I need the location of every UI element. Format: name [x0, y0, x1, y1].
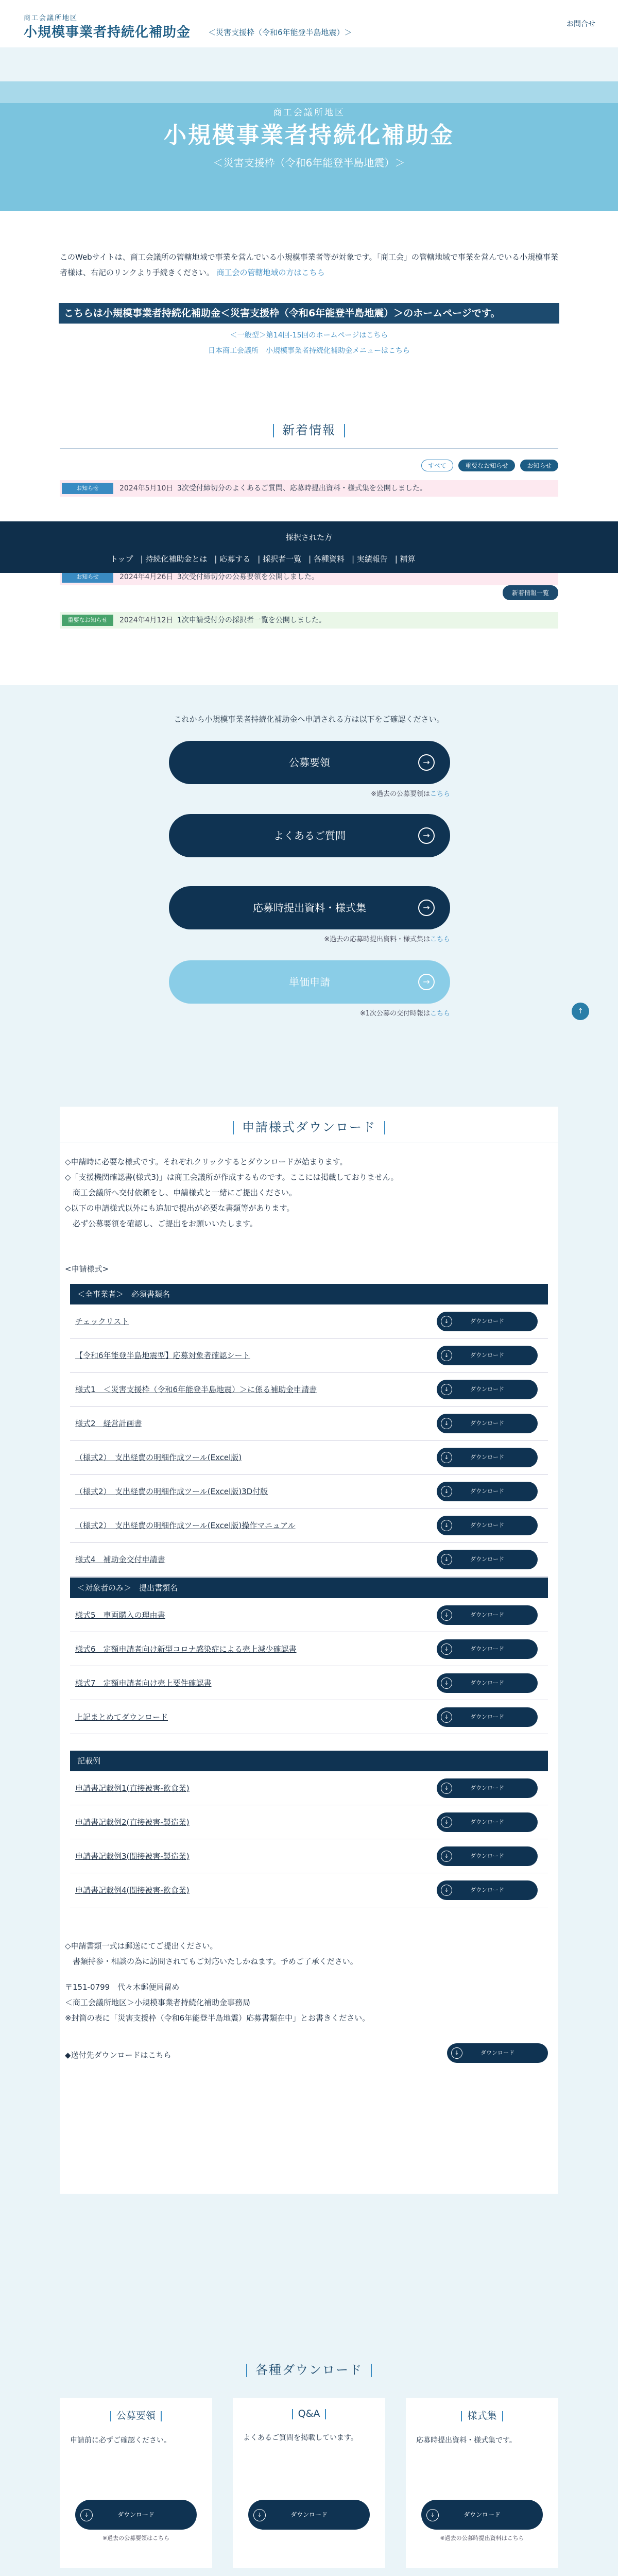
address-download-label: ◆送付先ダウンロードはこちら — [65, 2050, 171, 2060]
button-label: ダウンロード — [480, 2049, 514, 2056]
table-row[interactable] — [70, 1598, 548, 1632]
file-name: 申請書記載例3(間接被害-製造業) — [75, 1852, 190, 1861]
download-button[interactable] — [437, 1605, 538, 1625]
card-download-button[interactable] — [421, 2500, 543, 2530]
download-icon: ↓ — [441, 1520, 452, 1531]
download-icon: ↓ — [441, 1350, 452, 1361]
table-row[interactable] — [70, 1440, 548, 1475]
file-name: 【令和6年能登半島地震型】応募対象者確認シート — [75, 1351, 250, 1360]
button-label: ダウンロード — [290, 2511, 328, 2518]
forms-button[interactable] — [169, 886, 450, 929]
mailing-info — [65, 1938, 370, 2026]
card-title: 様式集 — [416, 2408, 548, 2422]
mailing-text: ◇申請書類一式は郵送にてご提出ください。 — [65, 1941, 218, 1951]
card-note[interactable]: ※過去の公募要領はこちら — [102, 2535, 170, 2541]
site-title[interactable]: 小規模事業者持続化補助金 — [24, 25, 191, 40]
news-text: 3次受付締切分のよくあるご質問、応募時提出資料・様式集を公開しました。 — [177, 484, 427, 493]
button-label: ダウンロード — [470, 1887, 504, 1893]
past-guidelines-note — [0, 788, 450, 798]
first-round-link[interactable]: こちら — [430, 1010, 450, 1018]
download-icon: ↓ — [426, 2509, 439, 2521]
button-label: ダウンロード — [470, 1785, 504, 1791]
news-text: 3次受付締切分の公募要領を公開しました。 — [177, 573, 319, 581]
faq-button[interactable] — [169, 814, 450, 857]
tag-important[interactable]: 重要なお知らせ — [458, 460, 515, 471]
address-download-button[interactable] — [447, 2043, 548, 2063]
gnav-report[interactable]: 実績報告 — [356, 554, 388, 564]
news-more-button[interactable]: 新着情報一覧 — [503, 585, 558, 600]
gnav-apply[interactable]: 応募する — [219, 554, 251, 564]
download-panel — [60, 1107, 558, 2194]
download-button[interactable] — [437, 1673, 538, 1693]
download-button[interactable] — [437, 1482, 538, 1501]
group-required: ＜全事業者＞ 必須書類名 — [70, 1284, 548, 1304]
table-row[interactable] — [70, 1475, 548, 1509]
note-text: ※過去の応募時提出資料・様式集は — [324, 936, 430, 943]
intro-body: このWebサイトは、商工会議所の管轄地域で事業を営んでいる小規模事業者等が対象です。「商工会」の管轄地域で事業を営んでいる小規模事業者様は、右記のリンクより手続きください。 — [60, 252, 558, 277]
file-name: 申請書記載例4(間接被害-飲食業) — [75, 1886, 190, 1895]
card-title: Q&A — [243, 2408, 375, 2419]
button-label: ダウンロード — [470, 1612, 504, 1618]
arrow-right-icon: → — [418, 754, 435, 771]
card-note[interactable]: ※過去の公募時提出資料はこちら — [440, 2535, 524, 2541]
gnav-about[interactable]: 持続化補助金とは — [145, 554, 208, 564]
download-icon: ↓ — [441, 1384, 452, 1395]
download-intro — [65, 1154, 399, 1231]
hero-title: 小規模事業者持続化補助金 — [164, 122, 454, 148]
card-download-button[interactable] — [248, 2500, 370, 2530]
tag-info[interactable]: お知らせ — [520, 460, 558, 471]
file-name: チェックリスト — [75, 1317, 129, 1326]
news-filter-tags — [418, 460, 558, 471]
news-badge: お知らせ — [62, 483, 113, 494]
table-row[interactable] — [70, 1372, 548, 1406]
general-type-link[interactable]: ＜一般型＞第14回-15回のホームページはこちら — [230, 331, 388, 340]
download-button[interactable] — [437, 1516, 538, 1535]
download-button[interactable] — [437, 1639, 538, 1659]
mailing-text: 書類持参・相談の為に訪問されてもご対応いたしかねます。予めご了承ください。 — [65, 1957, 358, 1966]
contact-link[interactable]: お問合せ — [566, 20, 595, 28]
note-text: ※過去の公募要領は — [371, 790, 430, 798]
table-row[interactable] — [70, 1666, 548, 1700]
card-download-button[interactable] — [75, 2500, 197, 2530]
download-button[interactable] — [437, 1414, 538, 1433]
intro-section — [0, 211, 618, 685]
past-forms-note — [0, 934, 450, 943]
button-label: ダウンロード — [470, 1318, 504, 1325]
card-forms — [406, 2398, 558, 2568]
file-name: 様式1 ＜災害支援枠（令和6年能登半島地震）＞に係る補助金申請書 — [75, 1385, 317, 1394]
jcci-menu-link[interactable]: 日本商工会議所 小規模事業者持続化補助金メニューはこちら — [208, 347, 410, 355]
card-desc: よくあるご質問を掲載しています。 — [243, 2434, 358, 2442]
card-desc: 応募時提出資料・様式集です。 — [416, 2436, 517, 2445]
table-row[interactable] — [70, 1839, 548, 1873]
download-icon: ↓ — [441, 1783, 452, 1794]
gnav-adopted-list[interactable]: 採択者一覧 — [263, 554, 302, 564]
apply-text: これから小規模事業者持続化補助金へ申請される方は以下をご確認ください。 — [174, 715, 444, 724]
download-text: 必ず公募要領を確認し、ご提出をお願いいたします。 — [65, 1219, 258, 1228]
download-icon: ↓ — [80, 2509, 93, 2521]
download-icon: ↓ — [451, 2047, 462, 2059]
news-badge: 重要なお知らせ — [62, 615, 113, 626]
file-name: 様式5 車両購入の理由書 — [75, 1611, 165, 1620]
card-desc: 申請前に必ずご確認ください。 — [70, 2436, 171, 2445]
button-label: ダウンロード — [470, 1853, 504, 1859]
file-name: （様式2） 支出経費の明細作成ツール(Excel版)3D付版 — [75, 1487, 268, 1496]
download-icon: ↓ — [441, 1609, 452, 1621]
first-round-note — [0, 1008, 450, 1018]
tag-all[interactable]: すべて — [421, 460, 453, 471]
arrow-right-icon: → — [418, 827, 435, 844]
hero-subtitle: ＜災害支援枠（令和6年能登半島地震）＞ — [213, 157, 405, 169]
table-row[interactable] — [70, 1406, 548, 1440]
arrow-right-icon: → — [418, 900, 435, 916]
past-guidelines-link[interactable]: こちら — [430, 790, 450, 798]
button-label: ダウンロード — [470, 1454, 504, 1461]
download-icon: ↓ — [441, 1677, 452, 1689]
download-button[interactable] — [437, 1812, 538, 1832]
button-label: ダウンロード — [470, 1420, 504, 1427]
various-download-heading: 各種ダウンロード — [0, 2360, 618, 2378]
download-button[interactable] — [437, 1880, 538, 1900]
global-nav-overlay — [0, 521, 618, 573]
office-name: ＜商工会議所地区＞小規模事業者持続化補助金事務局 — [65, 1998, 251, 2007]
download-button[interactable] — [437, 1312, 538, 1331]
group-examples: 記載例 — [70, 1751, 548, 1771]
button-label: ダウンロード — [463, 2511, 501, 2518]
envelope-note: ※封筒の表に「災害支援枠（令和6年能登半島地震）応募書類在中」とお書きください。 — [65, 2013, 370, 2023]
gnav-items: トップ | 持続化補助金とは | 応募する | 採択者一覧 | 各種資料 | 実績報告 | 精算 — [110, 554, 416, 564]
table-row[interactable] — [70, 1805, 548, 1839]
table-row[interactable] — [70, 1304, 548, 1338]
download-icon: ↓ — [441, 1851, 452, 1862]
news-badge: お知らせ — [62, 571, 113, 583]
note-text: ※1次公募の交付時報は — [359, 1010, 430, 1018]
download-icon: ↓ — [441, 1711, 452, 1723]
postal-address: 〒151-0799 代々木郵便局留め — [65, 1982, 180, 1992]
download-icon: ↓ — [441, 1885, 452, 1896]
button-label: ダウンロード — [470, 1522, 504, 1529]
page-top-icon[interactable]: ↑ — [572, 1003, 589, 1020]
file-name: 様式6 定額申請者向け新型コロナ感染症による売上減少確認書 — [75, 1645, 297, 1654]
download-icon: ↓ — [441, 1817, 452, 1828]
button-label: よくあるご質問 — [273, 829, 346, 842]
button-label: ダウンロード — [470, 1352, 504, 1359]
news-heading: 新着情報 — [0, 420, 618, 438]
download-button[interactable] — [437, 1707, 538, 1727]
card-title: 公募要領 — [70, 2408, 202, 2422]
news-text: 1次申請受付分の採択者一覧を公開しました。 — [177, 616, 326, 624]
intro-text — [60, 249, 564, 280]
download-icon: ↓ — [441, 1452, 452, 1463]
download-heading: 申請様式ダウンロード — [60, 1117, 558, 1135]
news-row[interactable] — [60, 480, 558, 497]
download-icon: ↓ — [441, 1418, 452, 1429]
table-row[interactable] — [70, 1873, 548, 1907]
gnav-top[interactable]: トップ — [110, 554, 133, 564]
download-text: ◇「支援機関確認書(様式3)」は商工会議所が作成するものです。ここには掲載しておりません。 — [65, 1173, 399, 1182]
download-icon: ↓ — [441, 1554, 452, 1565]
file-name: （様式2） 支出経費の明細作成ツール(Excel版)操作マニュアル — [75, 1521, 296, 1530]
gnav-documents[interactable]: 各種資料 — [313, 554, 345, 564]
hero-org: 商工会議所地区 — [273, 108, 345, 118]
download-button[interactable] — [437, 1778, 538, 1798]
sublinks — [0, 328, 618, 359]
table-row[interactable] — [70, 1338, 548, 1372]
download-text: ◇以下の申請様式以外にも追加で提出が必要な書類等があります。 — [65, 1204, 295, 1213]
card-qa — [233, 2398, 385, 2568]
table-row[interactable] — [70, 1632, 548, 1666]
forms-label: <申請様式> — [65, 1264, 109, 1274]
table-row[interactable] — [70, 1543, 548, 1577]
notice-banner: こちらは小規模事業者持続化補助金＜災害支援枠（令和6年能登半島地震）＞のホームページです。 — [59, 303, 559, 324]
button-label: ダウンロード — [470, 1556, 504, 1563]
download-button[interactable] — [437, 1846, 538, 1866]
button-label: ダウンロード — [470, 1386, 504, 1393]
file-name: （様式2） 支出経費の明細作成ツール(Excel版) — [75, 1453, 242, 1462]
header-org: 商工会議所地区 — [24, 14, 78, 22]
download-button[interactable] — [437, 1380, 538, 1399]
file-name: 様式2 経営計画書 — [75, 1419, 142, 1428]
download-button[interactable] — [437, 1448, 538, 1467]
download-button[interactable] — [437, 1550, 538, 1569]
file-name: 上記まとめてダウンロード — [75, 1713, 168, 1722]
group-optional: ＜対象者のみ＞ 提出書類名 — [70, 1578, 548, 1598]
download-icon: ↓ — [253, 2509, 266, 2521]
download-text: ◇申請時に必要な様式です。それぞれクリックするとダウンロードが始まります。 — [65, 1157, 348, 1166]
table-row[interactable] — [70, 1771, 548, 1805]
button-label: ダウンロード — [470, 1819, 504, 1825]
download-button[interactable] — [437, 1346, 538, 1365]
button-label: 応募時提出資料・様式集 — [253, 902, 366, 914]
button-label: ダウンロード — [470, 1680, 504, 1686]
hero-banner — [0, 103, 618, 211]
download-text: 商工会議所へ交付依頼をし、申請様式と一緒にご提出ください。 — [65, 1188, 297, 1197]
news-date: 2024年4月12日 — [119, 616, 174, 624]
unit-apply-button[interactable] — [169, 960, 450, 1004]
download-icon: ↓ — [441, 1486, 452, 1497]
guidelines-button[interactable] — [169, 741, 450, 784]
card-guidelines — [60, 2398, 212, 2568]
news-date: 2024年5月10日 — [119, 484, 174, 493]
gnav-adopted[interactable]: 採択された方 — [285, 533, 332, 542]
shokokai-link[interactable]: 商工会の管轄地域の方はこちら — [216, 268, 325, 277]
table-row[interactable] — [70, 1700, 548, 1734]
arrow-right-icon: → — [418, 974, 435, 990]
site-header — [0, 0, 618, 47]
button-label: ダウンロード — [470, 1646, 504, 1652]
site-subtitle: ＜災害支援枠（令和6年能登半島地震）＞ — [208, 28, 352, 37]
past-forms-link[interactable]: こちら — [430, 936, 450, 943]
gnav-settlement[interactable]: 精算 — [400, 554, 416, 564]
file-name: 申請書記載例2(直接被害-製造業) — [75, 1818, 190, 1827]
news-divider — [60, 448, 558, 449]
file-name: 様式4 補助金交付申請書 — [75, 1555, 165, 1564]
button-label: ダウンロード — [470, 1488, 504, 1495]
button-label: 公募要領 — [289, 756, 330, 769]
download-icon: ↓ — [441, 1643, 452, 1655]
button-label: 単価申請 — [289, 976, 330, 988]
button-label: ダウンロード — [117, 2511, 154, 2518]
news-row[interactable] — [60, 612, 558, 629]
file-name: 様式7 定額申請者向け売上要件確認書 — [75, 1679, 212, 1688]
table-row[interactable] — [70, 1509, 548, 1543]
file-name: 申請書記載例1(直接被害-飲食業) — [75, 1784, 190, 1793]
news-date: 2024年4月26日 — [119, 573, 174, 581]
download-icon: ↓ — [441, 1316, 452, 1327]
button-label: ダウンロード — [470, 1714, 504, 1720]
